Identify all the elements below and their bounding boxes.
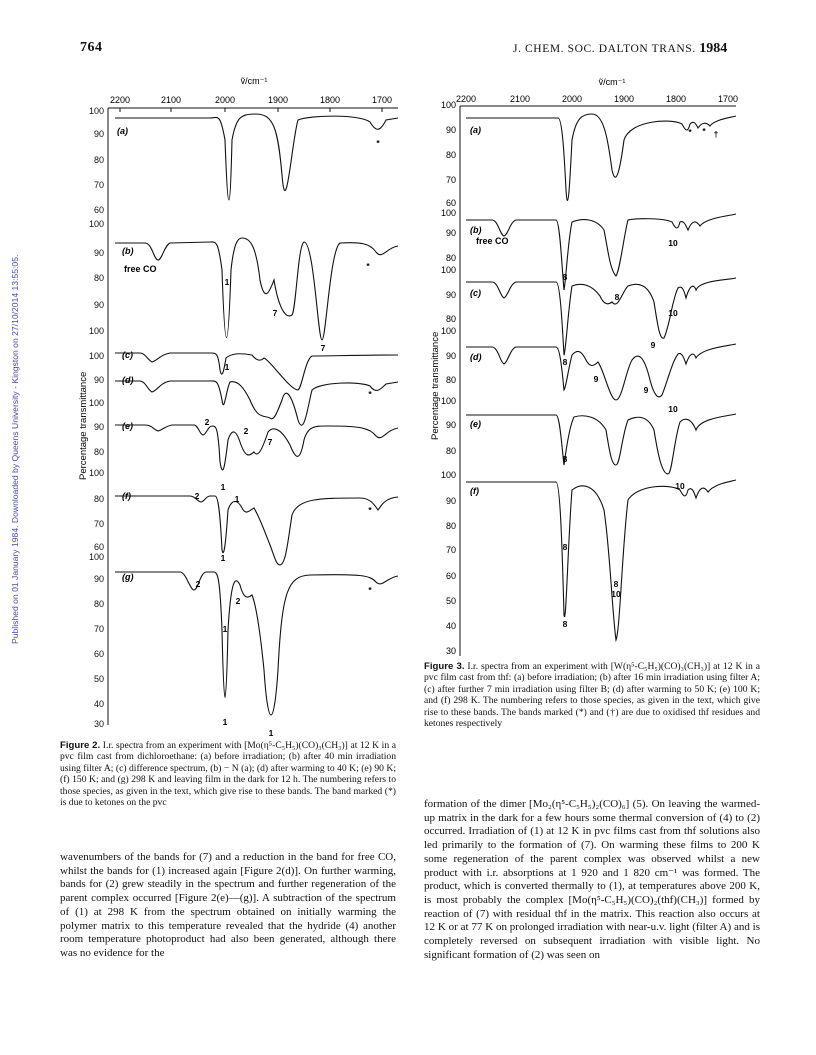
fig3-ytick: 80: [445, 446, 456, 456]
fig2-ytick: 50: [93, 674, 104, 684]
fig3-band: 9: [643, 385, 649, 395]
fig2-spectrum-a: [115, 114, 398, 200]
fig3-band: 10: [668, 404, 678, 414]
fig2-ytick: 70: [93, 624, 104, 634]
fig2-band: 7: [272, 308, 278, 318]
fig3-ytick: 100: [440, 208, 456, 218]
fig2-panel-labels: [117, 126, 134, 582]
fig3-ytick: 100: [440, 265, 456, 275]
fig3-axis-title: ṽ/cm⁻¹: [598, 77, 626, 87]
fig3-spectrum-f: [466, 480, 736, 640]
fig2-ytick: 70: [93, 180, 104, 190]
fig3-y-ticks: [441, 100, 456, 656]
fig2-spectrum-g: [115, 572, 398, 715]
fig2-ytick: 90: [93, 422, 104, 432]
fig3-ytick: 80: [445, 521, 456, 531]
fig3-band: 10: [668, 238, 678, 248]
fig2-ytick: 100: [88, 106, 104, 116]
fig3-ytick: 90: [445, 228, 456, 238]
fig2-panel-d: (d): [122, 375, 134, 385]
fig2-panel-e: (e): [122, 421, 133, 431]
fig2-ytick: 90: [93, 248, 104, 258]
fig3-ytick: 90: [445, 351, 456, 361]
fig3-band: 8: [562, 542, 568, 552]
figure-2-caption: [60, 740, 396, 808]
fig2-ytick: 80: [93, 494, 104, 504]
fig3-band: 10: [611, 589, 621, 599]
fig3-band: *: [702, 126, 706, 136]
fig3-band: 9: [650, 340, 656, 350]
fig2-band: *: [368, 585, 372, 595]
fig2-spectra: [115, 114, 398, 715]
fig2-ytick: 60: [93, 542, 104, 552]
fig3-ytick: 90: [445, 290, 456, 300]
fig3-spectrum-c: [466, 278, 736, 355]
journal-header: [513, 41, 727, 57]
fig2-band: *: [368, 505, 372, 515]
figure-2-caption-text: I.r. spectra from an experiment with [Mo(η⁵-C₅H₅)(CO)₃(CH₃)] at 12 K in a pvc film cast from dichloroethane: (a) before irradiation; (b) after 40 min irradiation using filter A; (c) difference spectrum, (b) − N (a); (d) after warming to 40 K; (e) 90 K; (f) 150 K; and (g) 298 K and leaving film in the dark for 12 h. The numbering refers to those species, as given in the text, which give rise to these bands. The band marked (*) is due to ketones on the pvc: [60, 740, 396, 809]
fig2-band: 7: [320, 343, 326, 353]
fig3-xtick: 2000: [561, 94, 583, 104]
fig3-ytick: 100: [440, 326, 456, 336]
fig2-band: 2: [243, 426, 249, 436]
fig2-ytick: 40: [93, 699, 104, 709]
fig2-band: 2: [204, 417, 210, 427]
fig2-free-co-label: free CO: [124, 264, 157, 274]
fig3-ytick: 30: [445, 646, 456, 656]
fig3-ytick: 90: [445, 125, 456, 135]
fig2-ytick: 100: [88, 219, 104, 229]
fig3-xtick: 1800: [665, 94, 687, 104]
fig3-xtick: 2100: [509, 94, 531, 104]
fig2-spectrum-c: [115, 353, 398, 390]
fig2-band: 1: [268, 728, 274, 738]
fig2-xtick: 1900: [267, 95, 289, 105]
fig3-ytick: 80: [445, 150, 456, 160]
fig2-spectrum-d: [115, 381, 398, 425]
fig2-ytick: 70: [93, 519, 104, 529]
download-note: [6, 194, 24, 644]
fig3-ytick: 100: [440, 396, 456, 406]
fig3-ytick: 80: [445, 253, 456, 263]
fig2-band: *: [366, 261, 370, 271]
fig2-ytick: 80: [93, 599, 104, 609]
fig2-xtick: 2000: [214, 95, 236, 105]
fig3-band: †: [713, 129, 719, 139]
fig3-ytick: 90: [445, 420, 456, 430]
figure-3-caption: [424, 661, 760, 729]
fig2-band: *: [376, 138, 380, 148]
fig2-band: 2: [194, 491, 200, 501]
fig2-ytick: 90: [93, 300, 104, 310]
fig3-band: 8: [614, 292, 620, 302]
fig3-ytick: 70: [445, 545, 456, 555]
fig3-ytick: 40: [445, 621, 456, 631]
fig3-panel-d: (d): [470, 352, 482, 362]
fig3-ytick: 90: [445, 496, 456, 506]
fig3-ytick: 80: [445, 375, 456, 385]
fig3-band: 8: [562, 619, 568, 629]
body-text-right: formation of the dimer [Mo₂(η⁵-C₅H₅)₂(CO)₆] (5). On leaving the warmed-up matrix in the dark for a few hours some thermal conversion of (4) to (2) occurred. Irradiation of (1) at 12 K in pvc films cast from thf solutions also led primarily to the formation of (7). On warming these films to 200 K some regeneration of the parent complex was observed whilst a new product with i.r. absorptions at 1 920 and 1 820 cm⁻¹ was formed. The product, which is converted thermally to (1), at temperatures above 200 K, is most probably the complex [Mo(η⁵-C₅H₅)(CO)₂(thf)(CH₃)] formed by reaction of (7) with residual thf in the matrix. This reaction also occurs at 12 K or at 77 K on prolonged irradiation with near-u.v. light (filter A) and is completely reversed on subsequent irradiation with visible light. No significant formation of (2) was seen on: [424, 798, 760, 961]
fig2-ytick: 80: [93, 273, 104, 283]
fig2-y-label: Percentage transmittance: [78, 371, 89, 480]
fig2-band: 1: [222, 624, 228, 634]
fig3-panel-b: (b): [470, 225, 482, 235]
fig2-panel-c: (c): [122, 350, 133, 360]
fig3-ytick: 80: [445, 314, 456, 324]
fig3-panel-c: (c): [470, 288, 481, 298]
fig2-band: 2: [235, 596, 241, 606]
fig3-ytick: 60: [445, 198, 456, 208]
fig2-band: 2: [195, 579, 201, 589]
fig2-band: 1: [224, 277, 230, 287]
fig3-panel-labels: [470, 125, 482, 496]
fig2-ytick: 100: [88, 351, 104, 361]
fig2-ytick: 60: [93, 649, 104, 659]
fig2-panel-f: (f): [122, 491, 131, 501]
fig3-ytick: 70: [445, 175, 456, 185]
fig2-ytick: 100: [88, 326, 104, 336]
fig3-band: *: [688, 127, 692, 137]
fig3-ytick: 100: [440, 470, 456, 480]
fig3-band: 9: [593, 374, 599, 384]
fig2-panel-g: (g): [122, 572, 134, 582]
fig2-ytick: 90: [93, 129, 104, 139]
fig2-spectrum-e: [115, 425, 398, 470]
fig3-band: 8: [613, 579, 619, 589]
journal-year: 1984: [699, 41, 728, 56]
figure-2-caption-label: Figure 2.: [60, 740, 101, 751]
fig2-band: *: [368, 389, 372, 399]
fig2-band: 1: [224, 362, 230, 372]
fig3-panel-e: (e): [470, 419, 481, 429]
fig2-ytick: 30: [93, 719, 104, 729]
fig2-xtick: 1700: [371, 95, 393, 105]
fig2-ytick: 80: [93, 447, 104, 457]
fig3-band: 8: [562, 454, 568, 464]
fig2-axis-title: ṽ/cm⁻¹: [240, 76, 268, 86]
page-number: 764: [80, 40, 103, 55]
fig2-ytick: 100: [88, 468, 104, 478]
fig2-xtick: 2200: [109, 95, 131, 105]
fig3-free-co-label: free CO: [476, 236, 509, 246]
fig3-panel-f: (f): [470, 486, 479, 496]
fig2-band: 1: [222, 717, 228, 727]
fig2-band: 1: [234, 494, 240, 504]
fig3-spectrum-a: [466, 114, 736, 200]
fig2-spectrum-b: [115, 238, 398, 340]
fig3-band: 10: [675, 481, 685, 491]
figure-3-caption-label: Figure 3.: [424, 661, 465, 672]
fig3-spectra: [466, 114, 736, 640]
fig3-band-labels: [563, 126, 719, 629]
fig3-spectrum-d: [466, 344, 736, 400]
fig2-panel-a: (a): [117, 126, 128, 136]
fig2-ytick: 90: [93, 375, 104, 385]
fig3-band: 8: [562, 357, 568, 367]
fig2-x-ticks: [110, 95, 392, 105]
body-text-left: wavenumbers of the bands for (7) and a reduction in the band for free CO, whilst the bands for (1) increased again [Figure 2(d)]. On further warming, bands for (2) grew steadily in the spectrum and further regeneration of the parent complex occurred [Figure 2(e)—(g)]. A subtraction of the spectrum of (1) at 298 K from the spectrum obtained on initially warming the polymer matrix to this temperature revealed that the hydride (4) another room temperature photoproduct had also been generated, although there was no evidence for the: [60, 851, 396, 959]
fig3-xtick: 1900: [613, 94, 635, 104]
fig3-band: 10: [668, 308, 678, 318]
fig3-band: 8: [562, 272, 568, 282]
fig3-ytick: 50: [445, 596, 456, 606]
fig2-xtick: 2100: [160, 95, 182, 105]
journal-name: J. CHEM. SOC. DALTON TRANS.: [513, 43, 696, 55]
fig2-ytick: 100: [88, 552, 104, 562]
fig3-panel-a: (a): [470, 125, 481, 135]
fig2-y-ticks: [89, 106, 104, 729]
figure-3-caption-text: I.r. spectra from an experiment with [W(η⁵-C₅H₅)(CO)₃(CH₃)] at 12 K in a pvc film cast from thf: (a) before irradiation; (b) after 16 min irradiation using filter A; (c) after further 7 min irradiation using filter B; (d) after warming to 50 K; (e) 100 K; and (f) 298 K. The numbering refers to those species, as given in the text, which give rise to these bands. The bands marked (*) and (†) are due to oxidised thf residues and ketones respectively: [424, 661, 761, 730]
fig2-ytick: 60: [93, 205, 104, 215]
fig3-xtick: 1700: [717, 94, 739, 104]
fig2-band: 7: [267, 437, 273, 447]
fig2-ytick: 100: [88, 398, 104, 408]
fig2-panel-b: (b): [122, 246, 134, 256]
figure-2: [60, 70, 420, 740]
fig3-ytick: 100: [440, 100, 456, 110]
fig3-xtick: 2200: [455, 94, 477, 104]
fig3-y-label: Percentage transmittance: [430, 331, 441, 440]
fig3-ytick: 60: [445, 571, 456, 581]
fig3-x-ticks: [456, 94, 738, 104]
fig2-band: 1: [220, 482, 226, 492]
fig3-spectrum-e: [466, 414, 736, 474]
figure-3: [432, 70, 752, 670]
fig2-ytick: 80: [93, 155, 104, 165]
fig2-band: 1: [220, 553, 226, 563]
fig2-spectrum-f: [115, 496, 398, 565]
download-note-text: Published on 01 January 1984. Downloaded by Queens University - Kingston on 27/10/2014 13:55:05.: [10, 254, 20, 644]
fig3-spectrum-b: [466, 214, 736, 290]
fig2-xtick: 1800: [319, 95, 341, 105]
fig2-ytick: 90: [93, 574, 104, 584]
